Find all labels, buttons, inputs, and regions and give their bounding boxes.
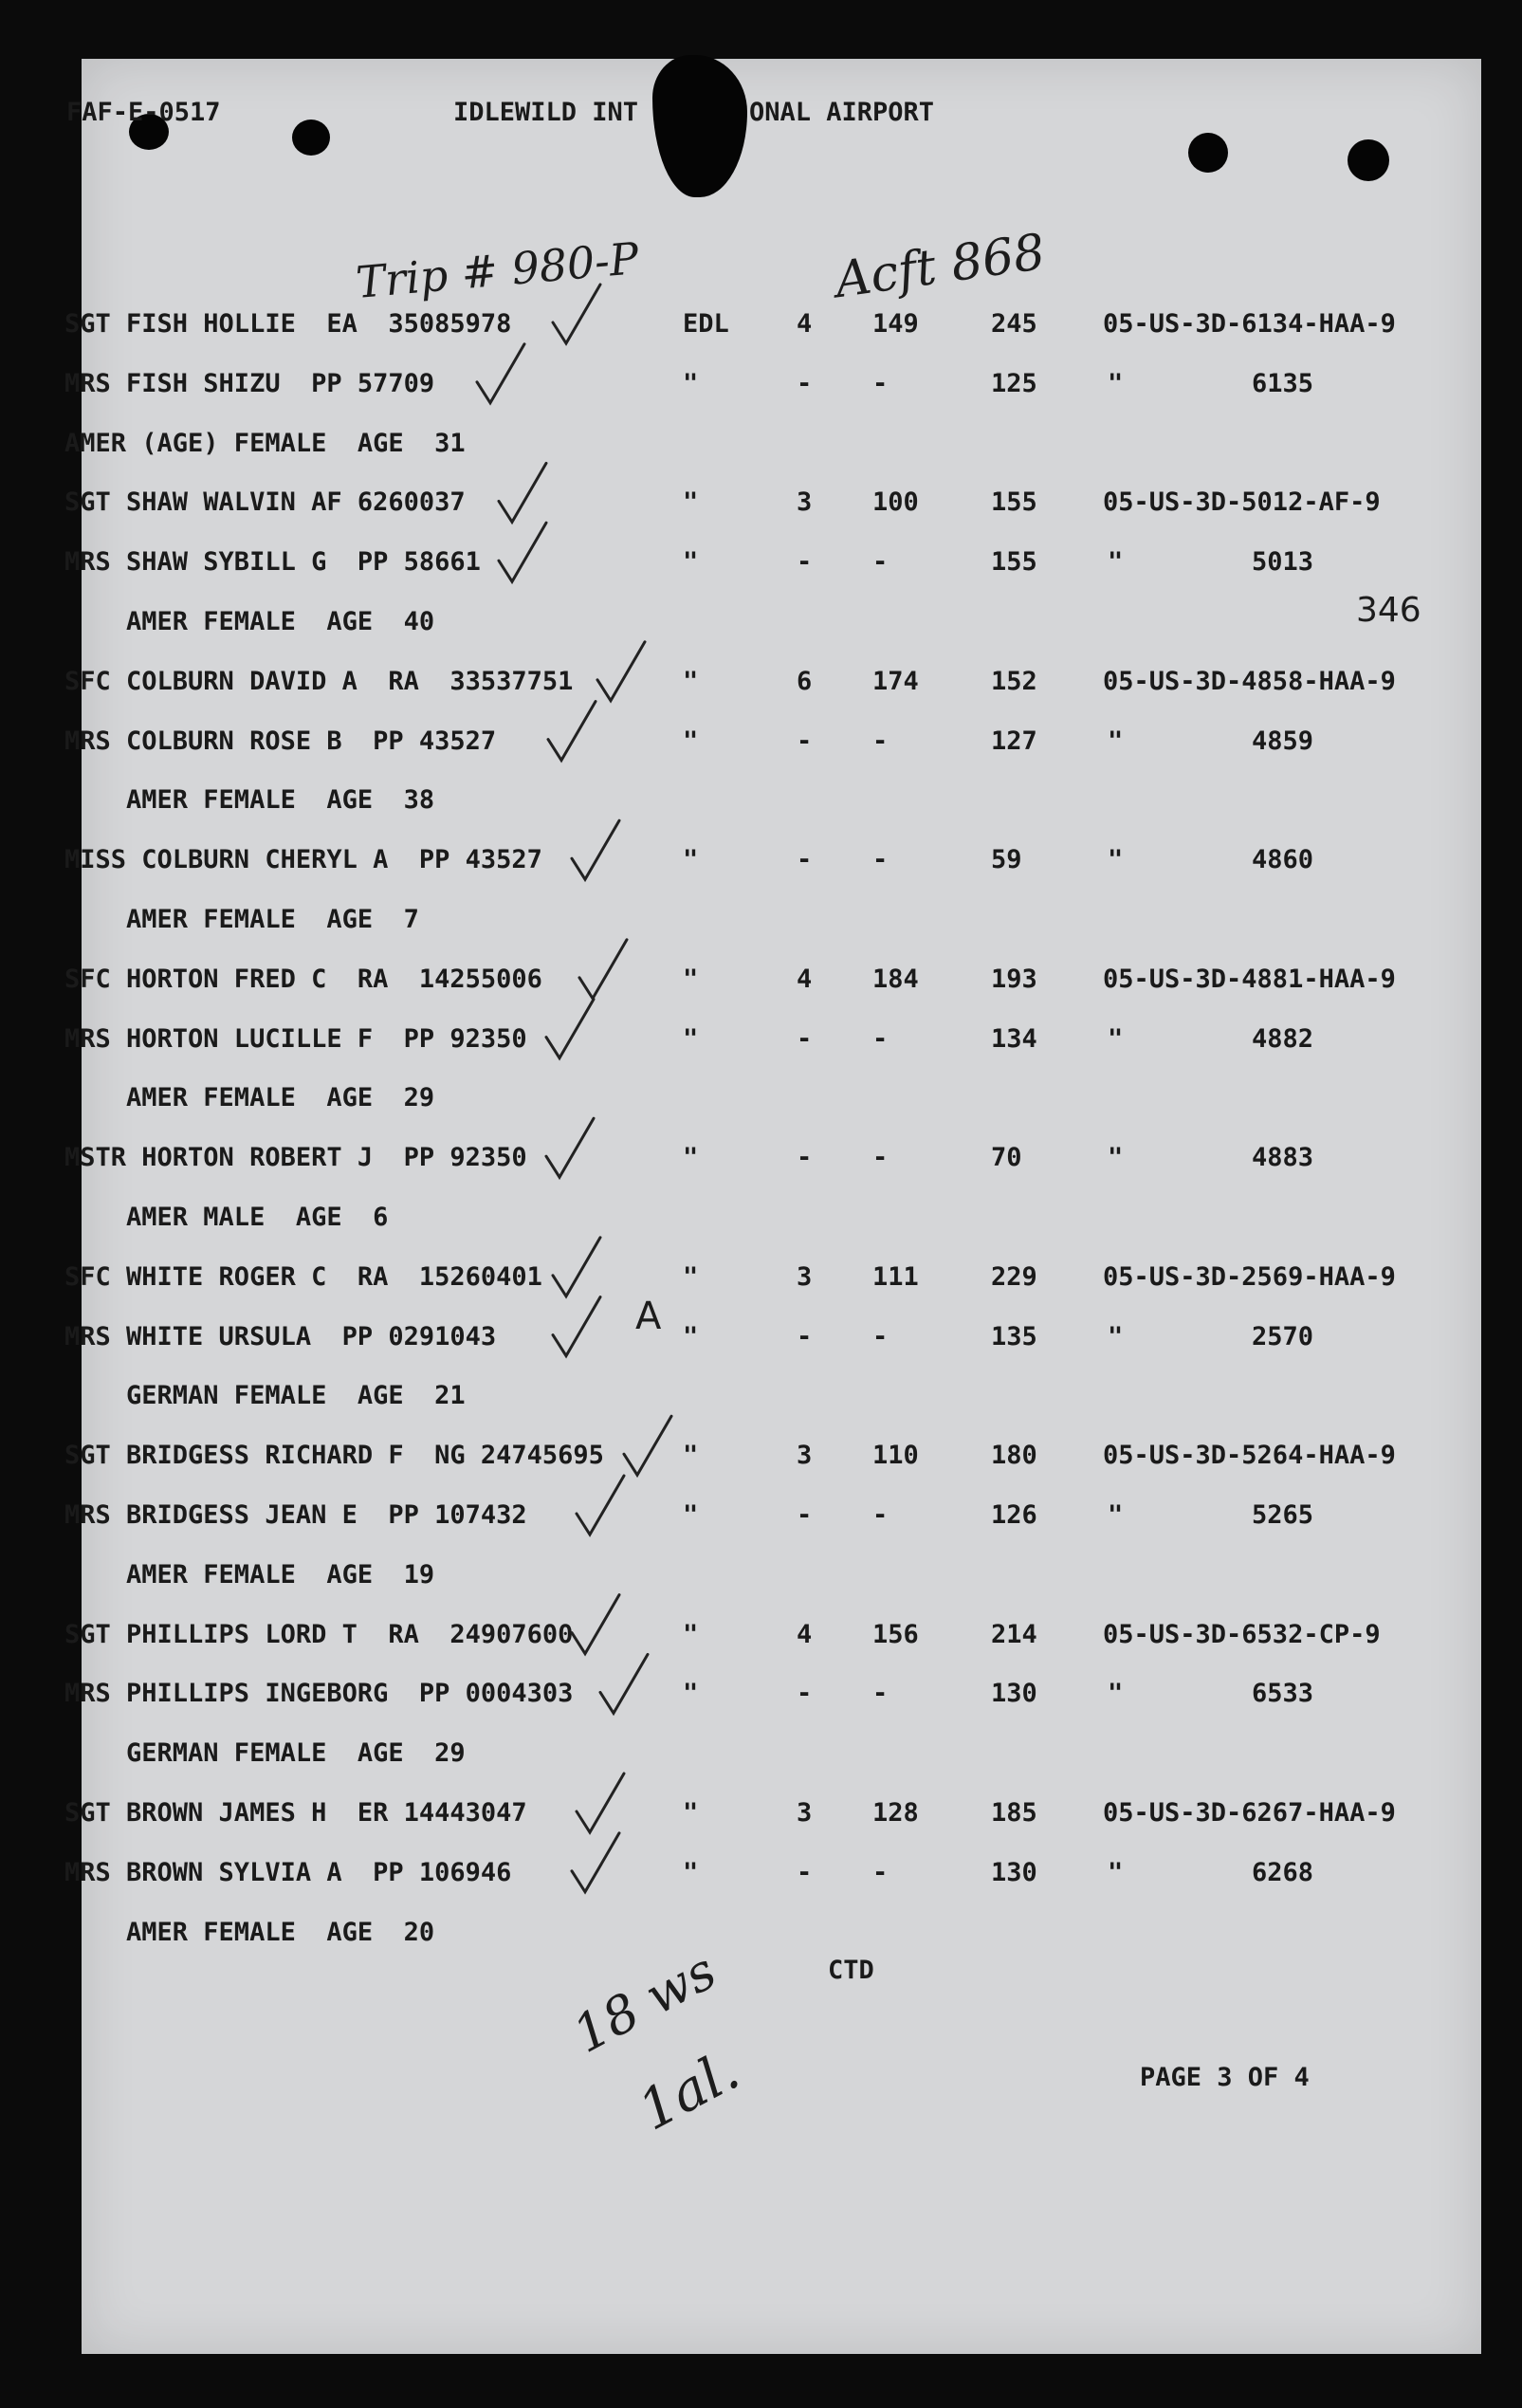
row-ref: 6268 <box>1252 1858 1314 1887</box>
row-status: " <box>683 1441 699 1470</box>
row-name: SGT PHILLIPS LORD T RA 24907600 <box>64 1620 574 1649</box>
row-ditto: " <box>1108 547 1124 577</box>
row-name: MRS SHAW SYBILL G PP 58661 <box>64 547 481 577</box>
row-ref: 05-US-3D-6134-HAA-9 <box>1103 309 1396 339</box>
row-ref: 4859 <box>1252 726 1314 756</box>
row-val2: 152 <box>991 667 1037 696</box>
row-val1: - <box>872 1858 889 1887</box>
row-ref: 2570 <box>1252 1322 1314 1351</box>
row-status: " <box>683 1620 699 1649</box>
row-ref: 6533 <box>1252 1679 1314 1708</box>
row-code: 4 <box>797 1620 813 1649</box>
row-val2: 155 <box>991 487 1037 517</box>
row-status: " <box>683 1798 699 1828</box>
row-val2: 130 <box>991 1858 1037 1887</box>
file-code: FAF-E-0517 <box>66 98 221 127</box>
punch-hole-left-2 <box>292 119 330 156</box>
row-ditto: " <box>1108 1500 1124 1530</box>
airport-name-left: IDLEWILD INT <box>453 98 639 127</box>
row-status: " <box>683 1262 699 1292</box>
row-status: " <box>683 369 699 398</box>
airport-name-right: ONAL AIRPORT <box>749 98 935 127</box>
row-name: SFC WHITE ROGER C RA 15260401 <box>64 1262 542 1292</box>
row-code: 3 <box>797 487 813 517</box>
row-ditto: " <box>1108 369 1124 398</box>
row-name: AMER FEMALE AGE 20 <box>64 1918 435 1947</box>
row-ref: 05-US-3D-4858-HAA-9 <box>1103 667 1396 696</box>
row-val2: 130 <box>991 1679 1037 1708</box>
row-val1: 156 <box>872 1620 919 1649</box>
row-status: " <box>683 1024 699 1054</box>
row-name: SGT BRIDGESS RICHARD F NG 24745695 <box>64 1441 604 1470</box>
row-val1: - <box>872 1500 889 1530</box>
row-code: - <box>797 726 813 756</box>
row-name: AMER FEMALE AGE 29 <box>64 1083 435 1112</box>
row-status: " <box>683 667 699 696</box>
row-name: AMER MALE AGE 6 <box>64 1203 389 1232</box>
row-ditto: " <box>1108 1858 1124 1887</box>
row-code: 3 <box>797 1441 813 1470</box>
row-val1: 100 <box>872 487 919 517</box>
row-name: SGT SHAW WALVIN AF 6260037 <box>64 487 466 517</box>
row-name: AMER (AGE) FEMALE AGE 31 <box>64 429 466 458</box>
row-val1: 174 <box>872 667 919 696</box>
row-code: 3 <box>797 1798 813 1828</box>
row-name: SGT FISH HOLLIE EA 35085978 <box>64 309 512 339</box>
row-name: SGT BROWN JAMES H ER 14443047 <box>64 1798 527 1828</box>
row-name: MRS COLBURN ROSE B PP 43527 <box>64 726 497 756</box>
row-val2: 155 <box>991 547 1037 577</box>
trip-note: Trip # 980-P <box>354 232 641 308</box>
punch-hole-right-2 <box>1348 139 1389 181</box>
row-ref: 4882 <box>1252 1024 1314 1054</box>
row-code: - <box>797 1322 813 1351</box>
row-status: " <box>683 845 699 874</box>
count-note-1: 18 ws <box>563 1940 726 2065</box>
row-val2: 127 <box>991 726 1037 756</box>
row-ditto: " <box>1108 1024 1124 1054</box>
row-code: 6 <box>797 667 813 696</box>
row-status: " <box>683 547 699 577</box>
row-val1: - <box>872 1322 889 1351</box>
row-code: 4 <box>797 309 813 339</box>
row-name: AMER FEMALE AGE 38 <box>64 785 435 815</box>
row-ref: 6135 <box>1252 369 1314 398</box>
row-ref: 5013 <box>1252 547 1314 577</box>
row-val2: 70 <box>991 1143 1022 1172</box>
row-code: - <box>797 845 813 874</box>
row-name: MRS FISH SHIZU PP 57709 <box>64 369 435 398</box>
row-code: - <box>797 1024 813 1054</box>
row-ref: 4883 <box>1252 1143 1314 1172</box>
row-val2: 180 <box>991 1441 1037 1470</box>
row-val1: 128 <box>872 1798 919 1828</box>
row-name: AMER FEMALE AGE 40 <box>64 607 435 636</box>
row-name: AMER FEMALE AGE 7 <box>64 905 419 934</box>
row-status: " <box>683 726 699 756</box>
row-val1: - <box>872 369 889 398</box>
row-name: SFC COLBURN DAVID A RA 33537751 <box>64 667 574 696</box>
row-ditto: " <box>1108 1143 1124 1172</box>
row-val2: 229 <box>991 1262 1037 1292</box>
row-ref: 05-US-3D-6267-HAA-9 <box>1103 1798 1396 1828</box>
row-ref: 5265 <box>1252 1500 1314 1530</box>
row-name: MRS HORTON LUCILLE F PP 92350 <box>64 1024 527 1054</box>
row-name: SFC HORTON FRED C RA 14255006 <box>64 965 542 994</box>
row-name: MRS PHILLIPS INGEBORG PP 0004303 <box>64 1679 574 1708</box>
row-code: - <box>797 369 813 398</box>
page-indicator: PAGE 3 OF 4 <box>1140 2063 1310 2092</box>
mark-a: A <box>635 1295 662 1338</box>
row-code: - <box>797 1143 813 1172</box>
row-val2: 214 <box>991 1620 1037 1649</box>
row-status: " <box>683 1500 699 1530</box>
row-val1: - <box>872 726 889 756</box>
punch-hole-right <box>1188 133 1228 173</box>
row-val1: - <box>872 845 889 874</box>
row-name: GERMAN FEMALE AGE 29 <box>64 1738 466 1768</box>
count-note-2: 1al. <box>628 2037 750 2143</box>
row-code: - <box>797 1858 813 1887</box>
row-status: " <box>683 1143 699 1172</box>
row-name: GERMAN FEMALE AGE 21 <box>64 1381 466 1410</box>
row-name: AMER FEMALE AGE 19 <box>64 1560 435 1590</box>
row-code: 3 <box>797 1262 813 1292</box>
row-val1: - <box>872 1143 889 1172</box>
row-val2: 135 <box>991 1322 1037 1351</box>
row-val1: 111 <box>872 1262 919 1292</box>
row-val2: 126 <box>991 1500 1037 1530</box>
page-number-note: 346 <box>1356 591 1421 630</box>
row-code: - <box>797 1500 813 1530</box>
row-status: " <box>683 1858 699 1887</box>
aircraft-note: Acft 868 <box>831 223 1049 310</box>
row-ref: 05-US-3D-5012-AF-9 <box>1103 487 1381 517</box>
row-val1: 149 <box>872 309 919 339</box>
continued-label: CTD <box>828 1956 874 1985</box>
row-ref: 05-US-3D-2569-HAA-9 <box>1103 1262 1396 1292</box>
row-val2: 134 <box>991 1024 1037 1054</box>
row-ref: 05-US-3D-4881-HAA-9 <box>1103 965 1396 994</box>
row-name: MRS BRIDGESS JEAN E PP 107432 <box>64 1500 527 1530</box>
row-val1: 184 <box>872 965 919 994</box>
row-ditto: " <box>1108 1322 1124 1351</box>
row-ref: 4860 <box>1252 845 1314 874</box>
row-val2: 125 <box>991 369 1037 398</box>
row-ref: 05-US-3D-5264-HAA-9 <box>1103 1441 1396 1470</box>
row-val2: 185 <box>991 1798 1037 1828</box>
row-status: " <box>683 1679 699 1708</box>
row-code: 4 <box>797 965 813 994</box>
row-val1: - <box>872 547 889 577</box>
row-ditto: " <box>1108 726 1124 756</box>
row-status: EDL <box>683 309 729 339</box>
row-name: MSTR HORTON ROBERT J PP 92350 <box>64 1143 527 1172</box>
row-val1: - <box>872 1679 889 1708</box>
row-ditto: " <box>1108 1679 1124 1708</box>
row-ditto: " <box>1108 845 1124 874</box>
row-name: MISS COLBURN CHERYL A PP 43527 <box>64 845 542 874</box>
row-code: - <box>797 547 813 577</box>
row-val2: 245 <box>991 309 1037 339</box>
row-val2: 193 <box>991 965 1037 994</box>
row-val2: 59 <box>991 845 1022 874</box>
row-name: MRS WHITE URSULA PP 0291043 <box>64 1322 497 1351</box>
row-val1: 110 <box>872 1441 919 1470</box>
row-name: MRS BROWN SYLVIA A PP 106946 <box>64 1858 512 1887</box>
row-code: - <box>797 1679 813 1708</box>
row-status: " <box>683 965 699 994</box>
row-ref: 05-US-3D-6532-CP-9 <box>1103 1620 1381 1649</box>
row-status: " <box>683 487 699 517</box>
row-val1: - <box>872 1024 889 1054</box>
row-status: " <box>683 1322 699 1351</box>
